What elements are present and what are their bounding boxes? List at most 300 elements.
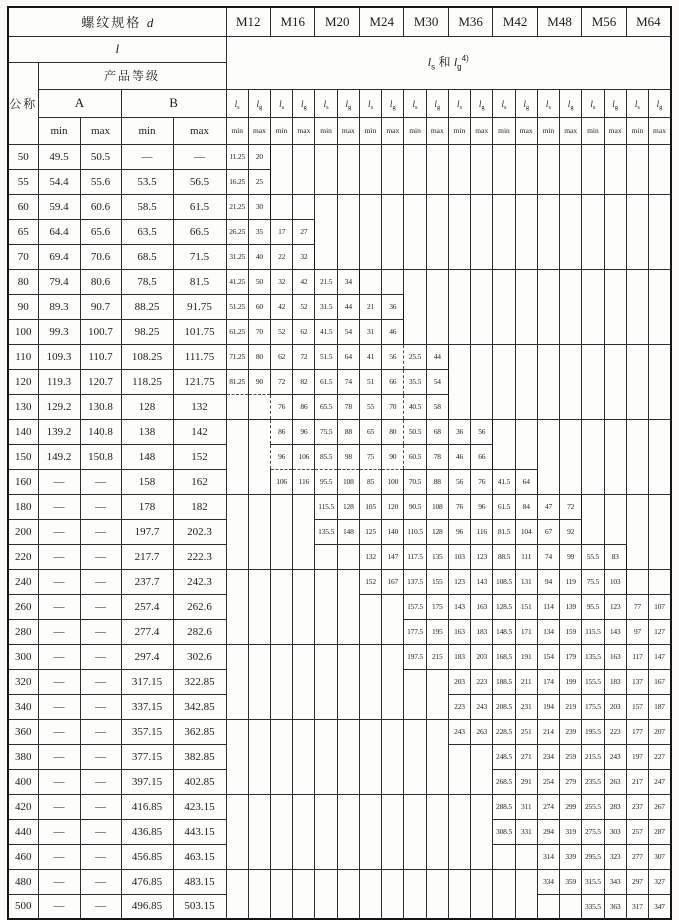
ls-lg-cell: 115.5 [582, 619, 604, 644]
ls-lg-cell [471, 844, 493, 869]
ls-lg-cell [560, 444, 582, 469]
ls-lg-cell [471, 394, 493, 419]
ls-symbol-header: $l_s$ [493, 89, 515, 117]
ls-lg-cell [359, 619, 381, 644]
a-max-cell: — [80, 494, 121, 519]
ls-lg-cell [382, 894, 404, 919]
a-max-cell: — [80, 744, 121, 769]
ls-lg-cell [582, 419, 604, 444]
length-row-480 [8, 869, 671, 894]
b-max-cell: 81.5 [173, 269, 226, 294]
a-min-cell: — [38, 569, 80, 594]
ls-lg-cell [293, 519, 315, 544]
ls-lg-cell [248, 519, 270, 544]
length-row-100 [8, 319, 671, 344]
ls-lg-cell: 223 [604, 719, 626, 744]
ls-lg-cell: 195 [426, 619, 448, 644]
ls-lg-cell [626, 394, 648, 419]
b-min-cell: 277.4 [121, 619, 173, 644]
ls-lg-cell: 100 [382, 469, 404, 494]
ls-lg-cell [315, 144, 337, 169]
ls-lg-cell [315, 169, 337, 194]
lg-symbol-header: $l_g$ [649, 89, 672, 117]
ls-lg-cell [582, 444, 604, 469]
ls-lg-cell: 148.5 [493, 619, 515, 644]
ls-lg-cell [626, 519, 648, 544]
ls-lg-cell [448, 894, 470, 919]
ls-lg-cell [493, 319, 515, 344]
ls-lg-cell: 127 [649, 619, 672, 644]
a-max-cell: 130.8 [80, 394, 121, 419]
ls-lg-cell [337, 794, 359, 819]
b-min-cell: 78.5 [121, 269, 173, 294]
a-max-cell: — [80, 619, 121, 644]
ls-lg-cell [426, 669, 448, 694]
ls-lg-cell: 74 [537, 544, 559, 569]
ls-lg-cell: 279 [560, 769, 582, 794]
ls-lg-cell [271, 669, 293, 694]
ls-lg-cell [226, 594, 248, 619]
ls-lg-cell [604, 319, 626, 344]
ls-lg-cell [471, 144, 493, 169]
ls-lg-cell: 107 [649, 594, 672, 619]
ls-lg-cell [493, 419, 515, 444]
a-max-cell: 70.6 [80, 244, 121, 269]
ls-lg-cell: 143 [448, 594, 470, 619]
a-max-cell: — [80, 894, 121, 919]
ls-lg-cell: 61.5 [315, 369, 337, 394]
b-min-cell: 197.7 [121, 519, 173, 544]
ls-lg-cell: 254 [537, 769, 559, 794]
b-max-cell: 463.15 [173, 844, 226, 869]
ls-lg-cell: 67 [537, 519, 559, 544]
ls-lg-cell [315, 744, 337, 769]
ls-lg-cell [604, 294, 626, 319]
ls-lg-cell: 215 [426, 644, 448, 669]
ls-lg-cell [359, 894, 381, 919]
ls-lg-cell: 108.5 [493, 569, 515, 594]
ls-lg-cell: 275.5 [582, 819, 604, 844]
ls-lg-cell: 75.5 [582, 569, 604, 594]
ls-lg-cell: 66 [471, 444, 493, 469]
ls-lg-cell [382, 869, 404, 894]
ls-lg-cell: 191 [515, 644, 537, 669]
ls-lg-cell [226, 644, 248, 669]
ls-lg-cell: 85.5 [315, 444, 337, 469]
ls-lg-cell [626, 569, 648, 594]
ls-lg-cell: 78 [337, 394, 359, 419]
ls-lg-cell [649, 319, 672, 344]
ls-lg-cell [515, 344, 537, 369]
nominal-cell: 280 [8, 619, 38, 644]
ls-lg-cell [537, 369, 559, 394]
ls-lg-cell [293, 594, 315, 619]
b-min-cell: 88.25 [121, 294, 173, 319]
ls-lg-cell [560, 244, 582, 269]
ls-lg-cell [582, 219, 604, 244]
ls-lg-cell: 54 [337, 319, 359, 344]
ls-lg-cell [271, 644, 293, 669]
ls-lg-cell: 197 [626, 744, 648, 769]
ls-lg-cell [404, 819, 426, 844]
max-header: max [248, 117, 270, 144]
ls-lg-cell [315, 544, 337, 569]
ls-lg-cell [226, 519, 248, 544]
a-min-cell: — [38, 819, 80, 844]
ls-lg-cell [315, 644, 337, 669]
max-header: max [337, 117, 359, 144]
ls-lg-cell: 154 [537, 644, 559, 669]
ls-lg-cell [649, 169, 672, 194]
ls-lg-cell: 175.5 [582, 694, 604, 719]
ls-lg-cell [315, 194, 337, 219]
ls-lg-cell [293, 669, 315, 694]
ls-lg-cell: 46 [382, 319, 404, 344]
ls-lg-cell: 128 [426, 519, 448, 544]
nominal-cell: 440 [8, 819, 38, 844]
ls-lg-cell: 314 [537, 844, 559, 869]
ls-lg-cell: 51.5 [315, 344, 337, 369]
ls-lg-cell: 243 [448, 719, 470, 744]
ls-lg-cell: 203 [604, 694, 626, 719]
a-max-cell: 55.6 [80, 169, 121, 194]
ls-lg-cell: 155.5 [582, 669, 604, 694]
ls-lg-cell: 155 [426, 569, 448, 594]
ls-lg-cell [248, 419, 270, 444]
ls-lg-cell [293, 619, 315, 644]
nominal-cell: 50 [8, 144, 38, 169]
ls-lg-cell [271, 594, 293, 619]
ls-lg-cell: 123 [471, 544, 493, 569]
ls-lg-cell [404, 769, 426, 794]
ls-lg-cell: 103 [448, 544, 470, 569]
grade-a-header: A [38, 89, 121, 117]
ls-symbol-header: $l_s$ [582, 89, 604, 117]
nominal-cell: 110 [8, 344, 38, 369]
ls-lg-cell [426, 319, 448, 344]
ls-lg-cell [382, 244, 404, 269]
ls-lg-cell: 58 [426, 394, 448, 419]
ls-lg-cell [537, 219, 559, 244]
ls-lg-cell: 283 [604, 794, 626, 819]
ls-lg-cell [382, 219, 404, 244]
b-min-cell: 397.15 [121, 769, 173, 794]
ls-lg-cell [515, 144, 537, 169]
nominal-cell: 460 [8, 844, 38, 869]
b-max-cell: 362.85 [173, 719, 226, 744]
ls-lg-cell [626, 319, 648, 344]
ls-lg-cell: 110.5 [404, 519, 426, 544]
ls-lg-cell [359, 694, 381, 719]
length-row-90 [8, 294, 671, 319]
ls-lg-cell: 203 [448, 669, 470, 694]
ls-lg-cell: 27 [293, 219, 315, 244]
ls-lg-cell [604, 144, 626, 169]
ls-lg-cell [315, 694, 337, 719]
ls-lg-cell [649, 519, 672, 544]
ls-lg-cell [404, 169, 426, 194]
ls-lg-cell: 104 [515, 519, 537, 544]
ls-lg-cell: 137.5 [404, 569, 426, 594]
ls-lg-cell [560, 344, 582, 369]
lg-symbol-header: $l_g$ [471, 89, 493, 117]
ls-lg-cell [248, 769, 270, 794]
length-row-220 [8, 544, 671, 569]
ls-lg-cell: 152 [359, 569, 381, 594]
ls-lg-cell [226, 819, 248, 844]
ls-lg-cell: 25.5 [404, 344, 426, 369]
min-header: min [493, 117, 515, 144]
ls-lg-cell [537, 419, 559, 444]
ls-lg-cell: 116 [471, 519, 493, 544]
ls-lg-cell [293, 744, 315, 769]
ls-lg-cell [560, 294, 582, 319]
ls-lg-cell: 123 [604, 594, 626, 619]
size-header-m16: M16 [271, 7, 315, 36]
ls-lg-cell [604, 244, 626, 269]
ls-lg-cell: 147 [382, 544, 404, 569]
ls-lg-cell: 148 [337, 519, 359, 544]
ls-lg-cell: 214 [537, 719, 559, 744]
ls-lg-cell [226, 469, 248, 494]
ls-lg-cell [271, 819, 293, 844]
ls-lg-cell: 56 [382, 344, 404, 369]
b-max-cell: 443.15 [173, 819, 226, 844]
ls-lg-cell [337, 619, 359, 644]
ls-lg-cell: 76 [471, 469, 493, 494]
ls-lg-cell [404, 894, 426, 919]
length-row-240 [8, 569, 671, 594]
a-max-cell: 90.7 [80, 294, 121, 319]
nominal-cell: 120 [8, 369, 38, 394]
ls-lg-cell: 147 [649, 644, 672, 669]
max-header: max [382, 117, 404, 144]
b-min-cell: 118.25 [121, 369, 173, 394]
b-max-cell: 142 [173, 419, 226, 444]
ls-lg-cell [404, 244, 426, 269]
ls-lg-cell [493, 219, 515, 244]
ls-lg-cell: 203 [471, 644, 493, 669]
ls-lg-cell [337, 144, 359, 169]
ls-lg-cell [493, 144, 515, 169]
ls-lg-cell [604, 344, 626, 369]
length-row-80 [8, 269, 671, 294]
nominal-cell: 480 [8, 869, 38, 894]
ls-lg-cell: 42 [271, 294, 293, 319]
ls-lg-cell [448, 219, 470, 244]
ls-lg-cell [560, 194, 582, 219]
ls-lg-cell: 21.5 [315, 269, 337, 294]
ls-lg-cell [248, 794, 270, 819]
ls-lg-cell: 30 [248, 194, 270, 219]
length-row-65 [8, 219, 671, 244]
ls-lg-cell: 116 [293, 469, 315, 494]
ls-lg-cell: 327 [649, 869, 672, 894]
ls-lg-cell: 96 [293, 419, 315, 444]
nominal-cell: 220 [8, 544, 38, 569]
a-min-cell: — [38, 894, 80, 919]
ls-symbol-header: $l_s$ [448, 89, 470, 117]
a-max-cell: 150.8 [80, 444, 121, 469]
ls-lg-cell [337, 244, 359, 269]
ls-lg-cell: 119 [560, 569, 582, 594]
b-max-cell: 182 [173, 494, 226, 519]
ls-lg-cell [359, 144, 381, 169]
ls-lg-cell [426, 219, 448, 244]
ls-lg-cell [248, 669, 270, 694]
ls-lg-cell [649, 544, 672, 569]
ls-lg-cell: 114 [537, 594, 559, 619]
ls-lg-cell [537, 169, 559, 194]
ls-lg-cell: 80 [248, 344, 270, 369]
ls-lg-cell [315, 569, 337, 594]
max-header: max [649, 117, 672, 144]
ls-lg-cell [649, 394, 672, 419]
ls-lg-cell: 88 [426, 469, 448, 494]
ls-lg-cell [493, 844, 515, 869]
a-min-cell: 139.2 [38, 419, 80, 444]
ls-lg-cell: 263 [604, 769, 626, 794]
ls-lg-cell: 143 [471, 569, 493, 594]
ls-lg-cell [337, 669, 359, 694]
ls-lg-cell [448, 819, 470, 844]
ls-lg-cell: 83 [604, 544, 626, 569]
ls-lg-cell [626, 344, 648, 369]
ls-lg-cell [226, 794, 248, 819]
ls-lg-cell: 31 [359, 319, 381, 344]
ls-lg-cell [359, 669, 381, 694]
ls-lg-cell [359, 719, 381, 744]
ls-lg-cell: 215.5 [582, 744, 604, 769]
size-header-m24: M24 [359, 7, 403, 36]
ls-lg-cell [448, 344, 470, 369]
ls-lg-cell [649, 494, 672, 519]
length-row-55 [8, 169, 671, 194]
ls-lg-cell: 137 [626, 669, 648, 694]
ls-lg-cell [604, 419, 626, 444]
length-row-420 [8, 794, 671, 819]
ls-lg-cell: 77 [626, 594, 648, 619]
ls-lg-cell [337, 194, 359, 219]
ls-lg-cell [604, 194, 626, 219]
length-row-400 [8, 769, 671, 794]
length-row-380 [8, 744, 671, 769]
b-max-cell: 302.6 [173, 644, 226, 669]
lg-symbol-header: $l_g$ [426, 89, 448, 117]
ls-lg-cell [582, 194, 604, 219]
and-label: 和 [438, 55, 451, 70]
ls-lg-cell: 277 [626, 844, 648, 869]
ls-lg-cell [537, 394, 559, 419]
b-min-cell: 98.25 [121, 319, 173, 344]
ls-symbol-header: $l_s$ [404, 89, 426, 117]
ls-lg-cell: 335.5 [582, 894, 604, 919]
ls-lg-cell [226, 694, 248, 719]
ls-lg-cell [271, 744, 293, 769]
ls-lg-cell [426, 844, 448, 869]
ls-lg-cell [493, 369, 515, 394]
b-min-cell: 148 [121, 444, 173, 469]
ls-lg-cell [448, 369, 470, 394]
ls-lg-cell [293, 644, 315, 669]
ls-lg-cell [404, 269, 426, 294]
ls-lg-cell: 120 [382, 494, 404, 519]
ls-lg-cell [271, 794, 293, 819]
ls-lg-cell [426, 694, 448, 719]
b-max-cell: 132 [173, 394, 226, 419]
ls-lg-cell: 234 [537, 744, 559, 769]
b-min-cell: 257.4 [121, 594, 173, 619]
ls-lg-cell [404, 794, 426, 819]
ls-lg-cell [337, 694, 359, 719]
ls-lg-cell: 51 [359, 369, 381, 394]
ls-lg-cell: 188.5 [493, 669, 515, 694]
ls-lg-cell [493, 269, 515, 294]
b-max-cell: 242.3 [173, 569, 226, 594]
b-min-cell: 476.85 [121, 869, 173, 894]
length-row-280 [8, 619, 671, 644]
length-row-60 [8, 194, 671, 219]
ls-lg-cell [448, 794, 470, 819]
ls-lg-cell [604, 369, 626, 394]
ls-lg-cell: 163 [604, 644, 626, 669]
ls-lg-cell: 274 [537, 794, 559, 819]
length-row-320 [8, 669, 671, 694]
ls-lg-cell: 11.25 [226, 144, 248, 169]
a-min-cell: 149.2 [38, 444, 80, 469]
ls-lg-cell: 135 [426, 544, 448, 569]
ls-lg-cell [426, 144, 448, 169]
ls-symbol-header: $l_s$ [226, 89, 248, 117]
ls-lg-cell [248, 394, 270, 419]
ls-lg-cell: 134 [537, 619, 559, 644]
ls-lg-cell [515, 869, 537, 894]
ls-lg-cell [226, 494, 248, 519]
min-header: min [448, 117, 470, 144]
ls-lg-cell [448, 869, 470, 894]
header-row-minmax [8, 117, 671, 144]
thread-spec-header [8, 7, 226, 36]
nominal-cell: 240 [8, 569, 38, 594]
ls-lg-cell: 35 [248, 219, 270, 244]
ls-lg-cell: 78 [426, 444, 448, 469]
max-header: max [560, 117, 582, 144]
ls-lg-cell [382, 744, 404, 769]
ls-lg-cell: 163 [448, 619, 470, 644]
ls-lg-cell: 61.5 [493, 494, 515, 519]
ls-lg-cell [626, 294, 648, 319]
ls-lg-cell [271, 169, 293, 194]
ls-lg-cell: 307 [649, 844, 672, 869]
ls-lg-cell [359, 194, 381, 219]
ls-lg-cell [248, 869, 270, 894]
ls-lg-cell: 108 [337, 469, 359, 494]
ls-lg-cell: 84 [515, 494, 537, 519]
ls-lg-cell [604, 169, 626, 194]
ls-lg-cell [271, 769, 293, 794]
ls-lg-cell: 299 [560, 794, 582, 819]
ls-symbol-header: $l_s$ [315, 89, 337, 117]
ls-lg-cell [337, 219, 359, 244]
ls-lg-cell [493, 894, 515, 919]
size-header-m20: M20 [315, 7, 359, 36]
a-max-cell: — [80, 819, 121, 844]
ls-lg-cell [493, 244, 515, 269]
ls-lg-cell: 347 [649, 894, 672, 919]
ls-lg-cell [248, 844, 270, 869]
ls-lg-cell: 175 [426, 594, 448, 619]
ls-lg-cell [448, 244, 470, 269]
